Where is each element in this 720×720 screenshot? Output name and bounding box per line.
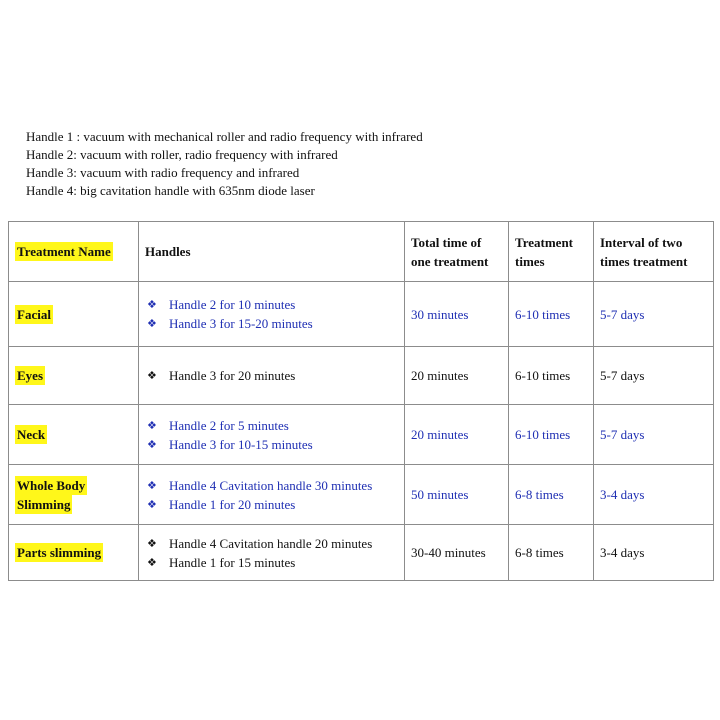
- header-total-time-line2: one treatment: [411, 253, 489, 269]
- table-row: [9, 525, 714, 581]
- handle-item-text: Handle 1 for 20 minutes: [169, 496, 296, 512]
- treatment-name-cell: [9, 465, 139, 525]
- treatment-name-label: Whole Body: [17, 477, 86, 493]
- diamond-bullet-icon: ❖: [147, 418, 157, 432]
- interval-cell: 3-4 days: [594, 465, 714, 525]
- diamond-bullet-icon: ❖: [147, 437, 157, 451]
- table-row: [9, 282, 714, 347]
- treatment-name-label: Neck: [17, 427, 46, 442]
- handle-item-text: Handle 3 for 20 minutes: [169, 368, 296, 383]
- handle-item: [147, 553, 398, 572]
- header-interval: [594, 222, 714, 282]
- total-time-cell: 50 minutes: [405, 465, 509, 525]
- total-time-cell: 20 minutes: [405, 347, 509, 405]
- table-row: [9, 347, 714, 405]
- diamond-bullet-icon: ❖: [147, 536, 157, 550]
- header-treatment-name: [9, 222, 139, 282]
- header-total-time: [405, 222, 509, 282]
- handle-item: [147, 366, 398, 385]
- treatment-table: [8, 221, 714, 581]
- interval-cell: 3-4 days: [594, 525, 714, 581]
- diamond-bullet-icon: ❖: [147, 497, 157, 511]
- handles-cell: [139, 525, 405, 581]
- diamond-bullet-icon: ❖: [147, 369, 157, 382]
- diamond-bullet-icon: ❖: [147, 317, 157, 330]
- header-total-time-line1: Total time of: [411, 234, 482, 250]
- handles-list: [145, 416, 398, 454]
- treatment-name-label: Facial: [17, 306, 51, 322]
- header-treatment-times: [509, 222, 594, 282]
- handle-description-3: Handle 3: vacuum with radio frequency and infrared: [26, 165, 300, 180]
- handle-item: [147, 416, 398, 435]
- diamond-bullet-icon: ❖: [147, 555, 157, 569]
- handle-descriptions: [26, 128, 423, 200]
- treatment-name-label: Parts slimming: [17, 545, 102, 560]
- handle-item: [147, 476, 398, 495]
- handle-item: [147, 314, 398, 333]
- diamond-bullet-icon: ❖: [147, 478, 157, 492]
- handle-item: [147, 295, 398, 314]
- total-time-cell: 20 minutes: [405, 405, 509, 465]
- treatment-name-cell: [9, 347, 139, 405]
- header-row: [9, 222, 714, 282]
- handle-item-text: Handle 3 for 10-15 minutes: [169, 436, 313, 452]
- treatment-times-cell: 6-8 times: [509, 465, 594, 525]
- header-treatment-times-line2: times: [515, 253, 545, 269]
- handle-item-text: Handle 3 for 15-20 minutes: [169, 316, 313, 331]
- total-time-cell: 30 minutes: [405, 282, 509, 347]
- handle-description-4: Handle 4: big cavitation handle with 635nm diode laser: [26, 183, 315, 198]
- interval-cell: 5-7 days: [594, 282, 714, 347]
- treatment-name-cell: [9, 525, 139, 581]
- table-row: [9, 465, 714, 525]
- handles-cell: [139, 282, 405, 347]
- treatment-name-label: Slimming: [17, 496, 71, 512]
- handles-list: [145, 295, 398, 333]
- handle-item: [147, 495, 398, 514]
- header-handles: Handles: [139, 222, 405, 282]
- treatment-name-label: Eyes: [17, 368, 43, 383]
- diamond-bullet-icon: ❖: [147, 298, 157, 311]
- treatment-times-cell: 6-10 times: [509, 347, 594, 405]
- handles-list: [145, 476, 398, 514]
- handle-item-text: Handle 4 Cavitation handle 30 minutes: [169, 477, 373, 493]
- treatment-times-cell: 6-8 times: [509, 525, 594, 581]
- interval-cell: 5-7 days: [594, 347, 714, 405]
- handle-item: [147, 534, 398, 553]
- header-treatment-name-label: Treatment Name: [17, 244, 111, 259]
- handle-item-text: Handle 1 for 15 minutes: [169, 554, 296, 570]
- treatment-name-cell: [9, 405, 139, 465]
- handle-item-text: Handle 2 for 5 minutes: [169, 417, 289, 433]
- interval-cell: 5-7 days: [594, 405, 714, 465]
- handles-list: [145, 534, 398, 572]
- header-treatment-times-line1: Treatment: [515, 234, 573, 250]
- treatment-times-cell: 6-10 times: [509, 282, 594, 347]
- handle-item-text: Handle 2 for 10 minutes: [169, 297, 296, 312]
- treatment-times-cell: 6-10 times: [509, 405, 594, 465]
- handle-item-text: Handle 4 Cavitation handle 20 minutes: [169, 535, 373, 551]
- handles-cell: [139, 465, 405, 525]
- handles-list: [145, 366, 398, 385]
- treatment-name-cell: [9, 282, 139, 347]
- total-time-cell: 30-40 minutes: [405, 525, 509, 581]
- header-interval-line1: Interval of two: [600, 234, 683, 250]
- handles-cell: [139, 405, 405, 465]
- handle-description-2: Handle 2: vacuum with roller, radio frequency with infrared: [26, 147, 338, 162]
- table-row: [9, 405, 714, 465]
- handles-cell: [139, 347, 405, 405]
- header-interval-line2: times treatment: [600, 253, 688, 269]
- handle-description-1: Handle 1 : vacuum with mechanical roller and radio frequency with infrared: [26, 129, 423, 144]
- handle-item: [147, 435, 398, 454]
